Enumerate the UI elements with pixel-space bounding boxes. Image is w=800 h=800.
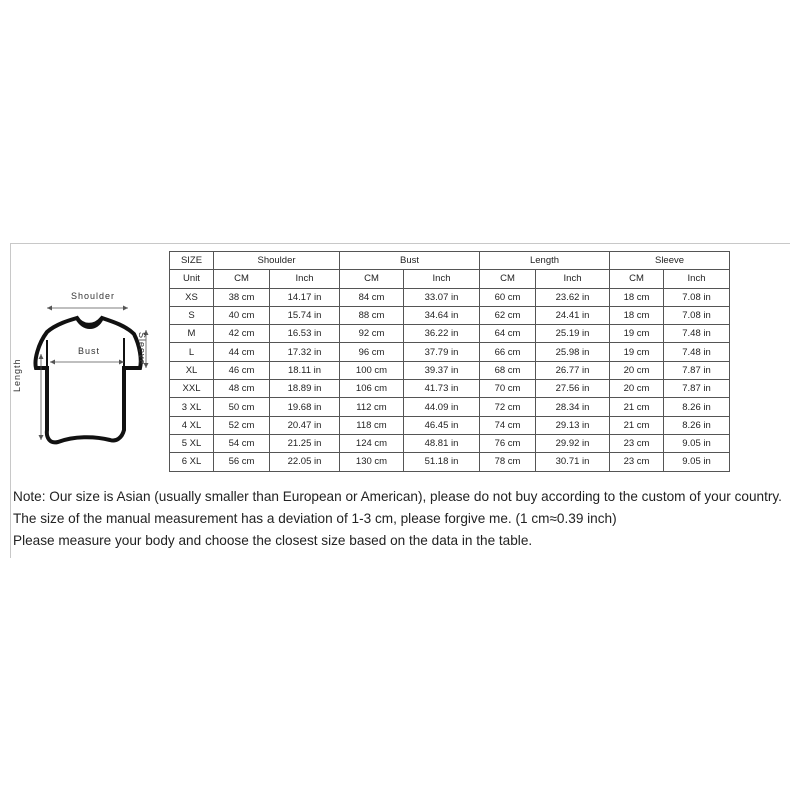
table-row bbox=[170, 343, 730, 361]
table-cell: 46 cm bbox=[214, 361, 270, 379]
table-cell: 22.05 in bbox=[270, 453, 340, 471]
table-cell: 17.32 in bbox=[270, 343, 340, 361]
table-cell: 26.77 in bbox=[536, 361, 610, 379]
table-cell: 48 cm bbox=[214, 380, 270, 398]
unit-row bbox=[170, 270, 730, 288]
size-cell: XL bbox=[170, 361, 214, 379]
table-cell: 23.62 in bbox=[536, 288, 610, 306]
table-cell: 8.26 in bbox=[664, 398, 730, 416]
table-cell: 50 cm bbox=[214, 398, 270, 416]
note-line: Please measure your body and choose the closest size based on the data in the table. bbox=[13, 533, 533, 548]
sleeve-label: Sleeve bbox=[137, 332, 147, 366]
table-cell: 78 cm bbox=[480, 453, 536, 471]
table-row bbox=[170, 361, 730, 379]
table-cell: 36.22 in bbox=[404, 325, 480, 343]
table-cell: 29.92 in bbox=[536, 434, 610, 452]
bust-label: Bust bbox=[78, 346, 101, 356]
shoulder-label: Shoulder bbox=[71, 291, 116, 301]
table-cell: 100 cm bbox=[340, 361, 404, 379]
table-row bbox=[170, 453, 730, 471]
table-row bbox=[170, 306, 730, 324]
table-cell: 72 cm bbox=[480, 398, 536, 416]
table-header-row bbox=[170, 252, 730, 270]
table-cell: 21.25 in bbox=[270, 434, 340, 452]
unit-cell: CM bbox=[340, 270, 404, 288]
unit-cell: CM bbox=[214, 270, 270, 288]
table-row bbox=[170, 416, 730, 434]
sleeve-header: Sleeve bbox=[610, 252, 730, 270]
table-cell: 25.19 in bbox=[536, 325, 610, 343]
table-cell: 62 cm bbox=[480, 306, 536, 324]
table-cell: 30.71 in bbox=[536, 453, 610, 471]
table-cell: 54 cm bbox=[214, 434, 270, 452]
table-cell: 64 cm bbox=[480, 325, 536, 343]
size-cell: 5 XL bbox=[170, 434, 214, 452]
note-line: The size of the manual measurement has a deviation of 1-3 cm, please forgive me. (1 cm≈0.39 inch) bbox=[13, 511, 617, 526]
table-cell: 44.09 in bbox=[404, 398, 480, 416]
size-cell: XXL bbox=[170, 380, 214, 398]
table-cell: 18.11 in bbox=[270, 361, 340, 379]
table-cell: 68 cm bbox=[480, 361, 536, 379]
table-cell: 7.08 in bbox=[664, 288, 730, 306]
table-cell: 70 cm bbox=[480, 380, 536, 398]
table-cell: 46.45 in bbox=[404, 416, 480, 434]
table-cell: 41.73 in bbox=[404, 380, 480, 398]
table-cell: 130 cm bbox=[340, 453, 404, 471]
table-cell: 19 cm bbox=[610, 325, 664, 343]
table-cell: 106 cm bbox=[340, 380, 404, 398]
table-cell: 23 cm bbox=[610, 453, 664, 471]
size-cell: L bbox=[170, 343, 214, 361]
size-notes bbox=[13, 486, 798, 552]
table-cell: 66 cm bbox=[480, 343, 536, 361]
table-cell: 7.48 in bbox=[664, 325, 730, 343]
table-cell: 21 cm bbox=[610, 416, 664, 434]
frame-left-line bbox=[10, 243, 11, 558]
table-cell: 52 cm bbox=[214, 416, 270, 434]
size-cell: S bbox=[170, 306, 214, 324]
table-cell: 27.56 in bbox=[536, 380, 610, 398]
table-row bbox=[170, 398, 730, 416]
table-cell: 74 cm bbox=[480, 416, 536, 434]
unit-cell: Inch bbox=[404, 270, 480, 288]
table-cell: 20.47 in bbox=[270, 416, 340, 434]
table-cell: 118 cm bbox=[340, 416, 404, 434]
table-cell: 7.87 in bbox=[664, 380, 730, 398]
frame-top-line bbox=[10, 243, 790, 244]
length-label: Length bbox=[12, 358, 22, 392]
size-cell: 4 XL bbox=[170, 416, 214, 434]
table-cell: 28.34 in bbox=[536, 398, 610, 416]
size-cell: 3 XL bbox=[170, 398, 214, 416]
table-row bbox=[170, 434, 730, 452]
table-cell: 84 cm bbox=[340, 288, 404, 306]
table-cell: 37.79 in bbox=[404, 343, 480, 361]
table-cell: 112 cm bbox=[340, 398, 404, 416]
length-header: Length bbox=[480, 252, 610, 270]
table-cell: 19 cm bbox=[610, 343, 664, 361]
table-cell: 33.07 in bbox=[404, 288, 480, 306]
table-cell: 19.68 in bbox=[270, 398, 340, 416]
unit-cell: Inch bbox=[664, 270, 730, 288]
table-cell: 23 cm bbox=[610, 434, 664, 452]
table-row bbox=[170, 380, 730, 398]
size-cell: XS bbox=[170, 288, 214, 306]
table-cell: 96 cm bbox=[340, 343, 404, 361]
table-cell: 92 cm bbox=[340, 325, 404, 343]
table-cell: 21 cm bbox=[610, 398, 664, 416]
table-cell: 39.37 in bbox=[404, 361, 480, 379]
table-cell: 9.05 in bbox=[664, 434, 730, 452]
size-chart-body bbox=[170, 252, 730, 472]
size-header: SIZE bbox=[170, 252, 214, 270]
unit-cell: Inch bbox=[270, 270, 340, 288]
note-line: Note: Our size is Asian (usually smaller than European or American), please do not buy according to the custom of your country. bbox=[13, 489, 782, 504]
tshirt-diagram bbox=[14, 250, 164, 470]
unit-cell: Inch bbox=[536, 270, 610, 288]
unit-cell: CM bbox=[480, 270, 536, 288]
table-cell: 9.05 in bbox=[664, 453, 730, 471]
table-cell: 16.53 in bbox=[270, 325, 340, 343]
table-row bbox=[170, 288, 730, 306]
bust-header: Bust bbox=[340, 252, 480, 270]
table-cell: 15.74 in bbox=[270, 306, 340, 324]
table-cell: 25.98 in bbox=[536, 343, 610, 361]
shoulder-header: Shoulder bbox=[214, 252, 340, 270]
table-cell: 44 cm bbox=[214, 343, 270, 361]
size-cell: 6 XL bbox=[170, 453, 214, 471]
table-cell: 124 cm bbox=[340, 434, 404, 452]
table-cell: 34.64 in bbox=[404, 306, 480, 324]
size-cell: M bbox=[170, 325, 214, 343]
table-cell: 18 cm bbox=[610, 306, 664, 324]
table-cell: 29.13 in bbox=[536, 416, 610, 434]
table-cell: 24.41 in bbox=[536, 306, 610, 324]
table-cell: 38 cm bbox=[214, 288, 270, 306]
unit-cell: CM bbox=[610, 270, 664, 288]
size-chart-table bbox=[169, 251, 730, 472]
table-cell: 56 cm bbox=[214, 453, 270, 471]
table-cell: 8.26 in bbox=[664, 416, 730, 434]
table-cell: 7.08 in bbox=[664, 306, 730, 324]
table-cell: 18.89 in bbox=[270, 380, 340, 398]
table-cell: 7.87 in bbox=[664, 361, 730, 379]
table-cell: 88 cm bbox=[340, 306, 404, 324]
unit-cell: Unit bbox=[170, 270, 214, 288]
table-cell: 48.81 in bbox=[404, 434, 480, 452]
table-cell: 14.17 in bbox=[270, 288, 340, 306]
table-cell: 7.48 in bbox=[664, 343, 730, 361]
table-cell: 40 cm bbox=[214, 306, 270, 324]
table-cell: 76 cm bbox=[480, 434, 536, 452]
table-row bbox=[170, 325, 730, 343]
table-cell: 42 cm bbox=[214, 325, 270, 343]
table-cell: 20 cm bbox=[610, 380, 664, 398]
table-cell: 20 cm bbox=[610, 361, 664, 379]
table-cell: 60 cm bbox=[480, 288, 536, 306]
table-cell: 18 cm bbox=[610, 288, 664, 306]
table-cell: 51.18 in bbox=[404, 453, 480, 471]
